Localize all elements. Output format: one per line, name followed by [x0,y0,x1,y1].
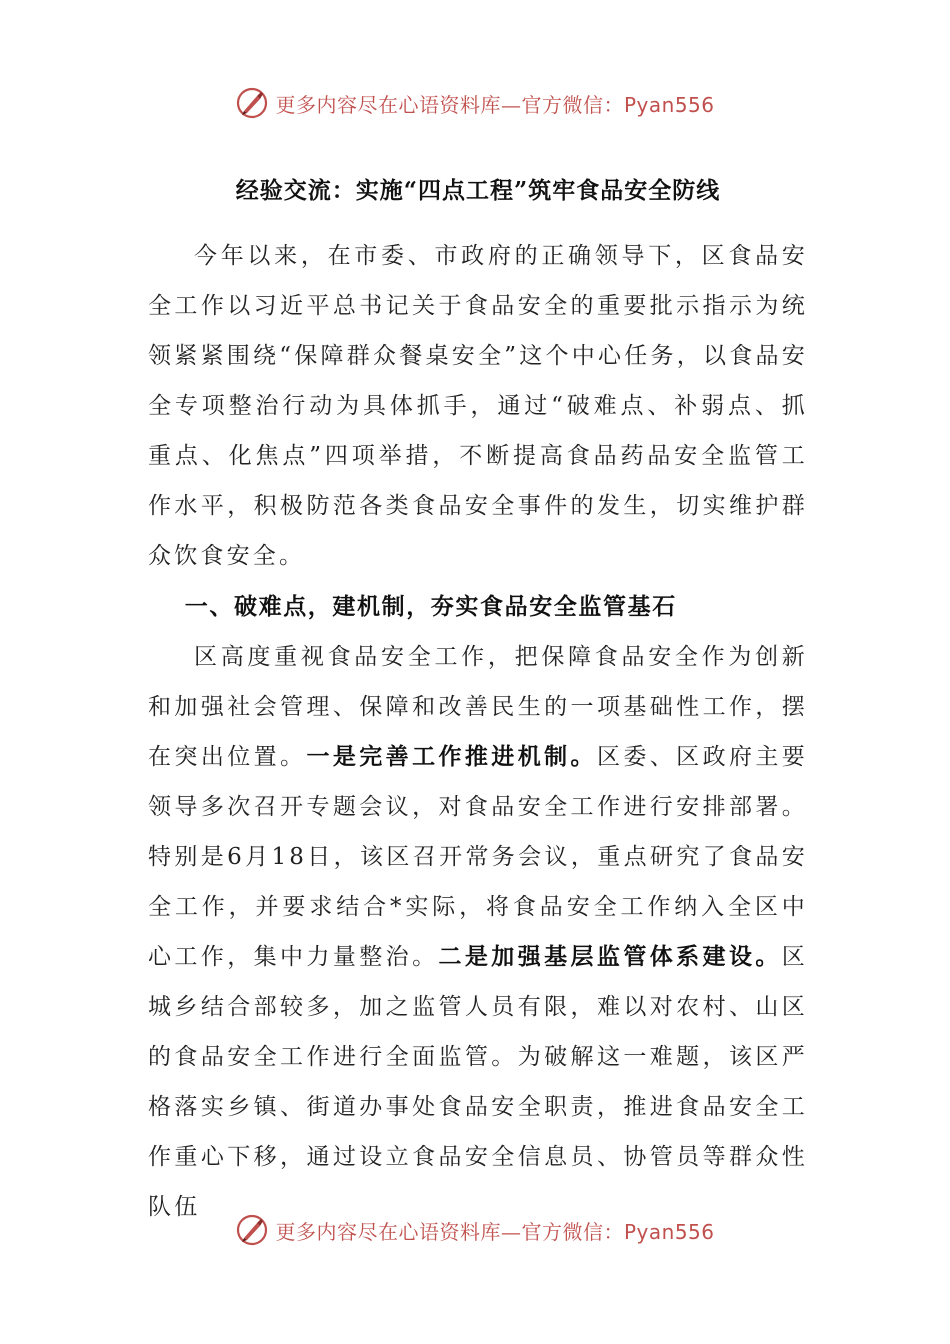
section-heading-1: 一、破难点，建机制，夯实食品安全监管基石 [184,593,677,620]
banner-text: 更多内容尽在心语资料库—官方微信：Pyan556 [275,1219,715,1244]
wechat-id: Pyan556 [623,92,715,117]
section-1-text-c: 区城乡结合部较多，加之监管人员有限，难以对农村、山区的食品安全工作进行全面监管。为破解这一难题，该区严格落实乡镇、街道办事处食品安全职责，推进食品安全工作重心下移，通过设立食品安全信息员、协管员等群众性队伍 [148,944,808,1220]
section-1-bold-point-2: 二是加强基层监管体系建设。 [438,943,782,970]
banner-text: 更多内容尽在心语资料库—官方微信：Pyan556 [275,92,715,117]
section-1-paragraph [148,632,808,1232]
pen-logo-icon [235,86,269,120]
footer-banner [0,1210,950,1250]
pen-logo-icon [235,1213,269,1247]
section-1-bold-point-1: 一是完善工作推进机制。 [306,743,597,770]
document-title: 经验交流：实施“四点工程”筑牢食品安全防线 [235,177,721,204]
intro-paragraph: 今年以来，在市委、市政府的正确领导下，区食品安全工作以习近平总书记关于食品安全的重要批示指示为统领紧紧围绕“保障群众餐桌安全”这个中心任务，以食品安全专项整治行动为具体抓手，通过“破难点、补弱点、抓重点、化焦点”四项举措，不断提高食品药品安全监管工作水平，积极防范各类食品安全事件的发生，切实维护群众饮食安全。 [148,243,808,569]
section-1-text-b: 区委、区政府主要领导多次召开专题会议，对食品安全工作进行安排部署。特别是6月18日，该区召开常务会议，重点研究了食品安全工作，并要求结合*实际，将食品安全工作纳入全区中心工作，集中力量整治。 [148,744,808,970]
header-banner [0,83,950,123]
wechat-id: Pyan556 [623,1219,715,1244]
section-1-text-a: 区高度重视食品安全工作，把保障食品安全作为创新和加强社会管理、保障和改善民生的一项基础性工作，摆在突出位置。 [148,644,808,770]
